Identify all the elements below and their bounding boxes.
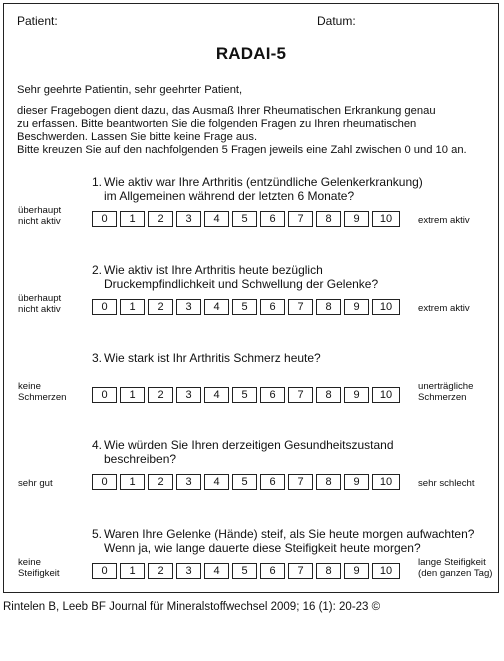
question-number: 2. bbox=[92, 263, 103, 277]
scale-box-8[interactable]: 8 bbox=[316, 211, 341, 227]
question-text-line2: beschreiben? bbox=[104, 452, 177, 466]
scale-box-4[interactable]: 4 bbox=[204, 211, 229, 227]
scale-box-2[interactable]: 2 bbox=[148, 299, 173, 315]
right-label-line: extrem aktiv bbox=[418, 215, 470, 226]
scale-box-10[interactable]: 10 bbox=[372, 387, 400, 403]
scale-right-label bbox=[418, 478, 475, 489]
scale-box-2[interactable]: 2 bbox=[148, 474, 173, 490]
question-text-line1: Waren Ihre Gelenke (Hände) steif, als Sie heute morgen aufwachten? bbox=[104, 527, 475, 541]
scale-box-4[interactable]: 4 bbox=[204, 563, 229, 579]
scale-left-label bbox=[18, 381, 67, 403]
scale-box-7[interactable]: 7 bbox=[288, 387, 313, 403]
scale-box-9[interactable]: 9 bbox=[344, 211, 369, 227]
scale-box-5[interactable]: 5 bbox=[232, 474, 257, 490]
scale-box-9[interactable]: 9 bbox=[344, 563, 369, 579]
scale-box-9[interactable]: 9 bbox=[344, 387, 369, 403]
scale-left-label bbox=[18, 557, 60, 579]
intro-line: dieser Fragebogen dient dazu, das Ausmaß Ihrer Rheumatischen Erkrankung genau bbox=[17, 105, 436, 117]
scale-left-label bbox=[18, 478, 53, 489]
left-label-line: sehr gut bbox=[18, 478, 53, 489]
rating-scale-1 bbox=[92, 211, 403, 227]
rating-scale-3 bbox=[92, 387, 403, 403]
scale-box-6[interactable]: 6 bbox=[260, 563, 285, 579]
question-3 bbox=[92, 351, 497, 365]
scale-box-4[interactable]: 4 bbox=[204, 299, 229, 315]
scale-box-3[interactable]: 3 bbox=[176, 299, 201, 315]
questionnaire-form bbox=[3, 3, 499, 593]
scale-box-0[interactable]: 0 bbox=[92, 387, 117, 403]
right-label-line: unerträgliche bbox=[418, 381, 474, 392]
scale-box-2[interactable]: 2 bbox=[148, 211, 173, 227]
left-label-line: nicht aktiv bbox=[18, 216, 61, 227]
scale-box-7[interactable]: 7 bbox=[288, 563, 313, 579]
scale-box-3[interactable]: 3 bbox=[176, 211, 201, 227]
scale-left-label bbox=[18, 205, 61, 227]
question-text-line1: Wie stark ist Ihr Arthritis Schmerz heute? bbox=[104, 351, 321, 365]
scale-box-3[interactable]: 3 bbox=[176, 387, 201, 403]
question-1 bbox=[92, 175, 497, 203]
left-label-line: überhaupt bbox=[18, 205, 62, 216]
question-number: 5. bbox=[92, 527, 103, 541]
scale-box-10[interactable]: 10 bbox=[372, 299, 400, 315]
right-label-line: sehr schlecht bbox=[418, 478, 475, 489]
scale-box-5[interactable]: 5 bbox=[232, 211, 257, 227]
question-5 bbox=[92, 527, 497, 555]
question-text-line1: Wie aktiv ist Ihre Arthritis heute bezüglich bbox=[104, 263, 323, 277]
right-label-line: Schmerzen bbox=[418, 392, 467, 403]
right-label-line: extrem aktiv bbox=[418, 303, 470, 314]
question-number: 3. bbox=[92, 351, 103, 365]
scale-box-7[interactable]: 7 bbox=[288, 211, 313, 227]
citation-footer: Rintelen B, Leeb BF Journal für Mineralstoffwechsel 2009; 16 (1): 20-23 © bbox=[3, 601, 381, 613]
scale-right-label bbox=[418, 215, 470, 226]
intro-line: Beschwerden. Lassen Sie bitte keine Frage aus. bbox=[17, 131, 258, 143]
scale-box-10[interactable]: 10 bbox=[372, 474, 400, 490]
scale-box-4[interactable]: 4 bbox=[204, 387, 229, 403]
question-text-line2: Wenn ja, wie lange dauerte diese Steifigkeit heute morgen? bbox=[104, 541, 421, 555]
scale-box-0[interactable]: 0 bbox=[92, 474, 117, 490]
left-label-line: nicht aktiv bbox=[18, 304, 61, 315]
scale-right-label bbox=[418, 557, 493, 579]
scale-box-0[interactable]: 0 bbox=[92, 563, 117, 579]
scale-right-label bbox=[418, 381, 473, 403]
scale-box-3[interactable]: 3 bbox=[176, 474, 201, 490]
date-label: Datum: bbox=[317, 14, 356, 28]
scale-box-1[interactable]: 1 bbox=[120, 211, 145, 227]
left-label-line: Steifigkeit bbox=[18, 568, 60, 579]
scale-box-1[interactable]: 1 bbox=[120, 299, 145, 315]
question-text-line2: im Allgemeinen während der letzten 6 Monate? bbox=[104, 189, 355, 203]
question-number: 4. bbox=[92, 438, 103, 452]
right-label-line: (den ganzen Tag) bbox=[418, 568, 493, 579]
left-label-line: keine bbox=[18, 557, 41, 568]
scale-box-3[interactable]: 3 bbox=[176, 563, 201, 579]
scale-box-6[interactable]: 6 bbox=[260, 387, 285, 403]
question-4 bbox=[92, 438, 497, 466]
scale-box-5[interactable]: 5 bbox=[232, 299, 257, 315]
scale-right-label bbox=[418, 303, 470, 314]
question-2 bbox=[92, 263, 497, 291]
question-text-line1: Wie würden Sie Ihren derzeitigen Gesundheitszustand bbox=[104, 438, 394, 452]
scale-box-0[interactable]: 0 bbox=[92, 211, 117, 227]
scale-box-7[interactable]: 7 bbox=[288, 299, 313, 315]
question-text-line2: Druckempfindlichkeit und Schwellung der Gelenke? bbox=[104, 277, 379, 291]
scale-box-8[interactable]: 8 bbox=[316, 474, 341, 490]
scale-left-label bbox=[18, 293, 61, 315]
scale-box-0[interactable]: 0 bbox=[92, 299, 117, 315]
intro-line: Bitte kreuzen Sie auf den nachfolgenden 5 Fragen jeweils eine Zahl zwischen 0 und 10 an. bbox=[17, 144, 467, 156]
scale-box-1[interactable]: 1 bbox=[120, 387, 145, 403]
intro-text bbox=[17, 105, 487, 157]
question-text-line1: Wie aktiv war Ihre Arthritis (entzündliche Gelenkerkrankung) bbox=[104, 175, 423, 189]
scale-box-4[interactable]: 4 bbox=[204, 474, 229, 490]
scale-box-10[interactable]: 10 bbox=[372, 211, 400, 227]
scale-box-1[interactable]: 1 bbox=[120, 563, 145, 579]
intro-line: zu erfassen. Bitte beantworten Sie die folgenden Fragen zu Ihren rheumatischen bbox=[17, 118, 417, 130]
scale-box-5[interactable]: 5 bbox=[232, 387, 257, 403]
scale-box-6[interactable]: 6 bbox=[260, 474, 285, 490]
scale-box-8[interactable]: 8 bbox=[316, 299, 341, 315]
scale-box-7[interactable]: 7 bbox=[288, 474, 313, 490]
question-number: 1. bbox=[92, 175, 103, 189]
rating-scale-2 bbox=[92, 299, 403, 315]
scale-box-8[interactable]: 8 bbox=[316, 563, 341, 579]
rating-scale-5 bbox=[92, 563, 403, 579]
scale-box-2[interactable]: 2 bbox=[148, 387, 173, 403]
rating-scale-4 bbox=[92, 474, 403, 490]
intro-greeting: Sehr geehrte Patientin, sehr geehrter Patient, bbox=[17, 84, 243, 96]
left-label-line: Schmerzen bbox=[18, 392, 67, 403]
scale-box-9[interactable]: 9 bbox=[344, 474, 369, 490]
scale-box-2[interactable]: 2 bbox=[148, 563, 173, 579]
scale-box-8[interactable]: 8 bbox=[316, 387, 341, 403]
scale-box-10[interactable]: 10 bbox=[372, 563, 400, 579]
right-label-line: lange Steifigkeit bbox=[418, 557, 486, 568]
left-label-line: überhaupt bbox=[18, 293, 62, 304]
left-label-line: keine bbox=[18, 381, 41, 392]
page-title: RADAI-5 bbox=[215, 44, 287, 63]
scale-box-5[interactable]: 5 bbox=[232, 563, 257, 579]
scale-box-1[interactable]: 1 bbox=[120, 474, 145, 490]
scale-box-9[interactable]: 9 bbox=[344, 299, 369, 315]
patient-label: Patient: bbox=[17, 14, 58, 28]
scale-box-6[interactable]: 6 bbox=[260, 211, 285, 227]
scale-box-6[interactable]: 6 bbox=[260, 299, 285, 315]
